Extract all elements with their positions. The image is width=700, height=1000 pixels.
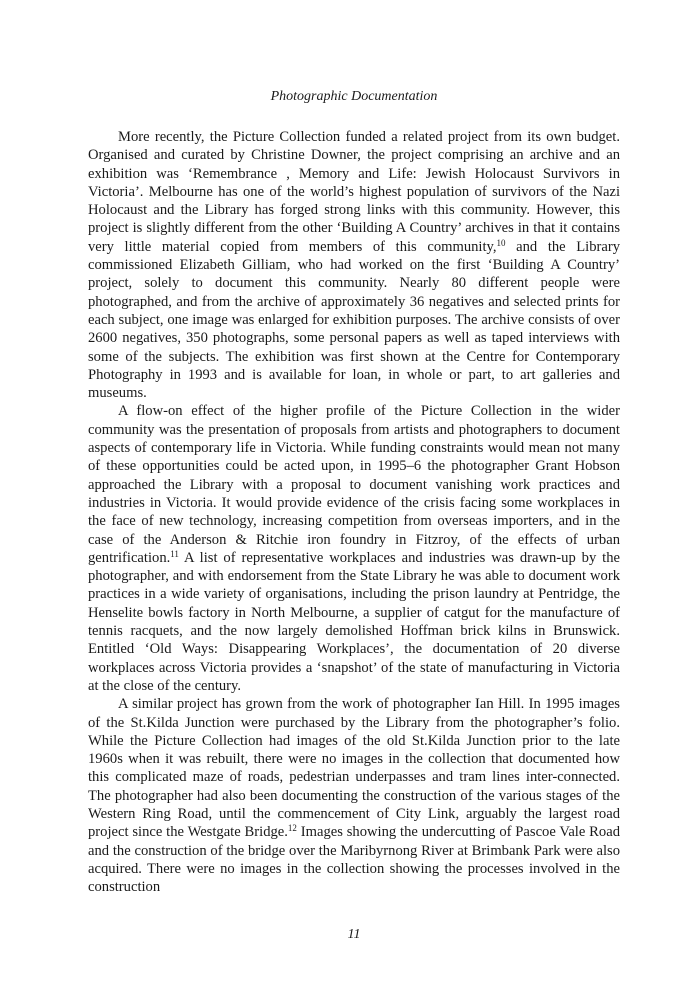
footnote-ref: 11: [170, 548, 179, 559]
paragraph: [88, 402, 620, 695]
document-page: [88, 0, 620, 1000]
page-number: 11: [347, 927, 361, 942]
paragraph-text: and the Library commissioned Elizabeth Gilliam, who had worked on the first ‘Building A Country’ project, solely to document this community. Nearly 80 different people were photographed, and from the archive of approximately 36 negatives and selected prints for each subject, one image was enlarged for exhibition purposes. The archive consists of over 2600 negatives, 350 photographs, some personal papers as well as taped interviews with some of the subjects. The exhibition was first shown at the Centre for Contemporary Photography in 1993 and is available for loan, in whole or part, to art galleries and museums.: [88, 238, 621, 402]
paragraph-text: A list of representative workplaces and industries was drawn-up by the photographer, and with endorsement from the State Library he was able to document work practices in a wide variety of organisations, including the prison laundry at Pentridge, the Henselite bowls factory in North Melbourne, a supplier of catgut for the manufacture of tennis racquets, and the now largely demolished Hoffman brick kilns in Brunswick. Entitled ‘Old Ways: Disappearing Workplaces’, the documentation of 20 diverse workplaces across Victoria provides a ‘snapshot’ of the state of manufacturing in Victoria at the close of the century.: [88, 549, 620, 694]
paragraph-text: A similar project has grown from the work of photographer Ian Hill. In 1995 images of the St.Kilda Junction were purchased by the Library from the photographer’s folio. While the Picture Collection had images of the old St.Kilda Junction prior to the late 1960s when it was rebuilt, there were no images in the collection that documented how this complicated maze of roads, pedestrian underpasses and tram lines inter-connected. The photographer had also been documenting the construction of the various stages of the Western Ring Road, until the commencement of City Link, arguably the largest road project since the Westgate Bridge.: [88, 696, 620, 841]
paragraph-text: More recently, the Picture Collection funded a related project from its own budget. Organised and curated by Christine Downer, the project comprising an archive and an exhibition was ‘Remembrance , Memory and Life: Jewish Holocaust Survivors in Victoria’. Melbourne has one of the world’s highest population of survivors of the Nazi Holocaust and the Library has forged strong links with this community. However, this project is slightly different from the other ‘Building A Country’ archives in that it contains very little material copied from members of this community,: [88, 129, 620, 255]
body-text: [88, 128, 620, 896]
paragraph: [88, 695, 620, 896]
running-head: Photographic Documentation: [270, 89, 438, 104]
paragraph-text: Images showing the undercutting of Pascoe Vale Road and the construction of the bridge over the Maribyrnong River at Brimbank Park were also acquired. There were no images in the collection showing the processes involved in the construction: [88, 824, 620, 896]
paragraph-text: A flow-on effect of the higher profile of the Picture Collection in the wider community was the presentation of proposals from artists and photographers to document aspects of contemporary life in Victoria. While funding constraints would mean not many of these opportunities could be acted upon, in 1995–6 the photographer Grant Hobson approached the Library with a proposal to document vanishing work practices and industries in Victoria. It would provide evidence of the crisis facing some workplaces in the face of new technology, increasing competition from overseas importers, and in the case of the Anderson & Ritchie iron foundry in Fitzroy, of the effects of urban gentrification.: [88, 403, 620, 566]
footnote-ref: 10: [496, 237, 506, 248]
footnote-ref: 12: [287, 823, 297, 834]
paragraph: [88, 128, 620, 402]
